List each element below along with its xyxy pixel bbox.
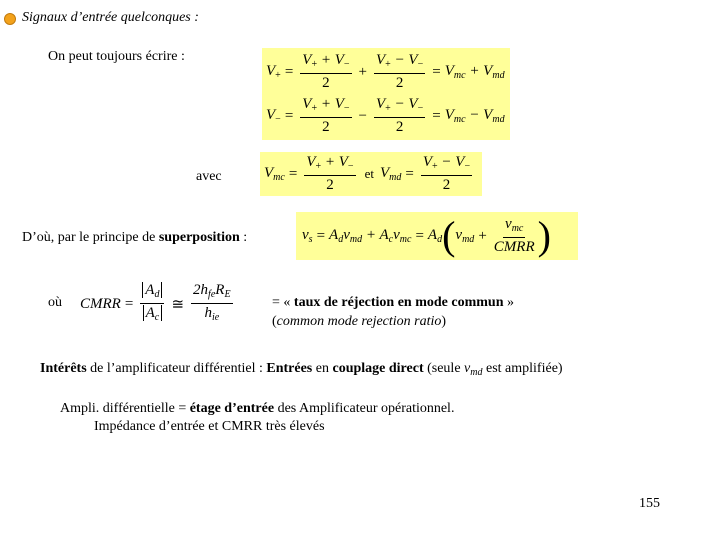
equation-v-plus: $V_+$ = $\frac{V_+ + V_-}{2}$ + $\frac{V_+ - V_-}{2}$ = $V_{mc} + V_{md}$ (266, 52, 505, 91)
equation-box-modes (260, 152, 482, 196)
cmrr-definition: = « taux de réjection en mode commun » (272, 295, 514, 310)
equation-cmrr: CMRR = $\frac{A_d}{A_c}$ ≅ $\frac{2h_{fe}R_E}{h_{ie}}$ (80, 281, 231, 323)
equation-v-minus: $V_-$ = $\frac{V_+ + V_-}{2}$ − $\frac{V_+ - V_-}{2}$ = $V_{mc} - V_{md}$ (266, 96, 505, 135)
equation-box-inputs (262, 48, 510, 140)
ou-label: où (48, 295, 62, 310)
page-number: 155 (639, 496, 660, 511)
bullet-icon (4, 13, 16, 25)
interets-text: Intérêts de l’amplificateur différentiel : Entrées en couplage direct (seule $v_{md}$ est amplifiée) (40, 361, 563, 378)
et-label: et (364, 166, 374, 181)
equation-vs: $v_s$ = $A_dv_{md} + A_cv_{mc}$ = $A_d$ ( $v_{md}$ + $\frac{v_{mc}}{\text{CMRR}}$ ) (302, 213, 551, 258)
superposition-text: D’où, par le principe de superposition : (22, 230, 248, 245)
ampli-text: Ampli. différentielle = étage d’entrée des Amplificateur opérationnel. (60, 401, 455, 416)
section-heading: Signaux d’entrée quelconques : (22, 10, 199, 25)
equation-box-output (296, 212, 578, 260)
equation-vmc-vmd: $V_{mc}$ = $\frac{V_+ + V_-}{2}$ et $V_{md}$ = $\frac{V_+ - V_-}{2}$ (264, 154, 471, 193)
avec-label: avec (196, 169, 222, 184)
cmrr-english: (common mode rejection ratio) (272, 314, 447, 329)
intro-text: On peut toujours écrire : (48, 49, 185, 64)
impedance-text: Impédance d’entrée et CMRR très élevés (94, 419, 325, 434)
